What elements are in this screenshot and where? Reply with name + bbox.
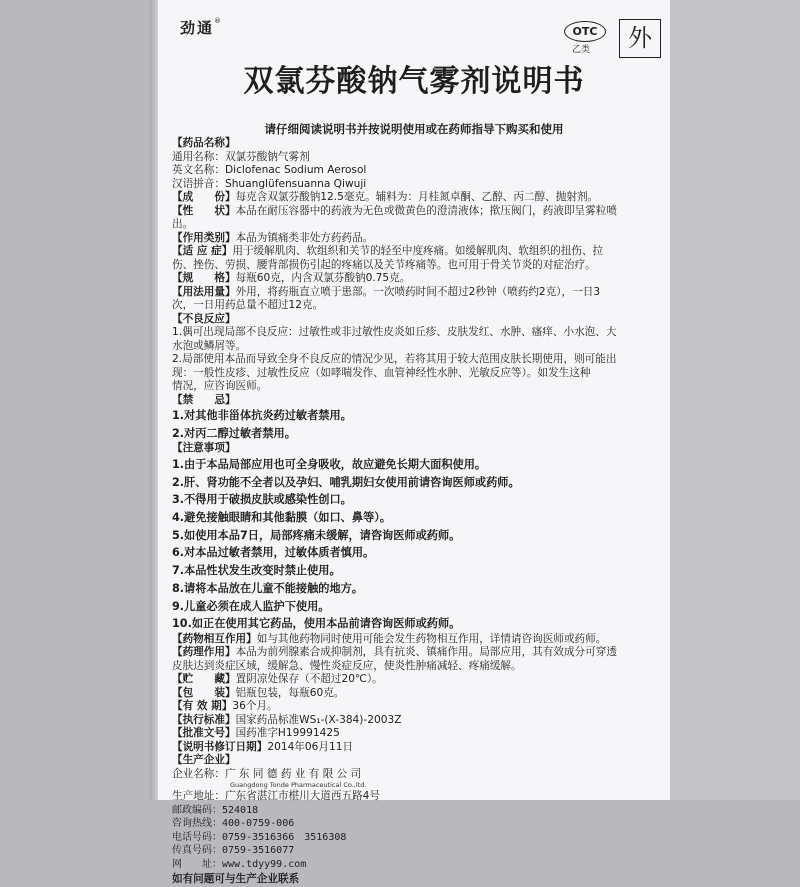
description-row-2: 出。 [172,218,194,230]
footer-note: 如有问题可与生产企业联系 [172,873,300,886]
otc-badge: OTC [564,21,606,42]
instruction-line: 请仔细阅读说明书并按说明使用或在药师指导下购买和使用 [264,122,564,136]
adverse-line: 2.局部使用本品而导致全身不良反应的情况少见，若将其用于较大范围皮肤长期使用，则可能出 [172,353,617,365]
approval-row: 【批准文号】国药准字H19991425 [172,727,340,740]
pinyin-name: 汉语拼音：Shuanglüfensuanna Qiwuji [172,177,367,190]
precaution-item: 10.如正在使用其它药品，使用本品前请咨询医师或药师。 [172,617,461,631]
adverse-line: 情况，应咨询医师。 [172,380,268,392]
fax: 传真号码：0759-3516077 [172,845,295,857]
pharmacology-row-2: 皮肤达到炎症区域，缓解急、慢性炎症反应，使炎性肿痛减轻、疼痛缓解。 [172,659,522,672]
validity-row: 【有 效 期】36个月。 [172,700,278,713]
dosage-row: 【用法用量】外用，将药瓶直立喷于患部。一次喷药时间不超过2秒钟（喷药约2克），一日3 [172,285,601,298]
package-row: 【包 装】铝瓶包装，每瓶60克。 [172,686,345,699]
company-address: 生产地址：广东省湛江市椹川大道西五路4号 [172,790,381,803]
postcode: 邮政编码：524018 [172,804,259,816]
company-name: 企业名称：广 东 同 德 药 业 有 限 公 司 [172,767,362,780]
standard-row: 【执行标准】国家药品标准WS₁-(X-384)-2003Z [172,713,402,726]
english-name: 英文名称：Diclofenac Sodium Aerosol [172,164,367,176]
adverse-line: 水泡或鳞屑等。 [172,339,247,352]
contraindication-item: 2.对丙二醇过敏者禁用。 [172,426,296,440]
adverse-line: 现：一般性皮疹、过敏性反应（如哮喘发作、血管神经性水肿、光敏反应等）。如发生这种 [172,366,591,379]
common-name: 通用名称：双氯芬酸钠气雾剂 [172,150,310,163]
specification-row: 【规 格】每瓶60克，内含双氯芬酸钠0.75克。 [172,272,411,284]
contraindications-header: 【禁 忌】 [172,393,236,406]
precaution-item: 5.如使用本品7日，局部疼痛未缓解，请咨询医师或药师。 [172,528,461,542]
page-title: 双氯芬酸钠气雾剂说明书 [243,64,585,99]
company-name-en: Guangdong Tonde Pharmaceutical Co.,ltd. [230,781,367,790]
manufacturer-header: 【生产企业】 [172,754,236,767]
precaution-item: 3.不得用于破损皮肤或感染性创口。 [172,493,352,507]
adverse-line: 1.偶可出现局部不良反应：过敏性或非过敏性皮炎如丘疹、皮肤发红、水肿、瘙痒、小水泡、大 [172,326,617,338]
website: 网 址：www.tdyy99.com [172,858,307,870]
description-row: 【性 状】本品在耐压容器中的药液为无色或微黄色的澄清液体；揿压阀门，药液即呈雾粒喷 [172,204,617,217]
phone: 电话号码：0759-3516366 3516308 [172,831,347,843]
revision-row: 【说明书修订日期】2014年06月11日 [172,740,354,753]
external-use-badge: 外 [619,19,661,58]
pharmacology-row: 【药理作用】本品为前列腺素合成抑制剂，具有抗炎、镇痛作用。局部应用，其有效成分可穿透 [172,646,617,659]
category-row: 【作用类别】本品为镇痛类非处方药药品。 [172,231,374,244]
leaflet-body [172,137,664,887]
precaution-item: 2.肝、肾功能不全者以及孕妇、哺乳期妇女使用前请咨询医师或药师。 [172,475,520,489]
dosage-row-2: 次，一日用药总量不超过12克。 [172,299,324,311]
contraindication-item: 1.对其他非甾体抗炎药过敏者禁用。 [172,409,352,422]
precautions-header: 【注意事项】 [172,442,236,455]
precaution-item: 6.对本品过敏者禁用，过敏体质者慎用。 [172,546,375,560]
precaution-item: 4.避免接触眼睛和其他黏膜（如口、鼻等）。 [172,511,391,525]
paper-shadow [150,0,158,800]
storage-row: 【贮 藏】置阴凉处保存（不超过20℃）。 [172,673,383,686]
drug-name-header: 【药品名称】 [172,137,236,149]
interactions-row: 【药物相互作用】如与其他药物同时使用可能会发生药物相互作用，详情请咨询医师或药师。 [172,632,607,645]
background-right [670,0,800,800]
precaution-item: 1.由于本品局部应用也可全身吸收，故应避免长期大面积使用。 [172,457,487,471]
adverse-header: 【不良反应】 [172,312,236,325]
precaution-item: 7.本品性状发生改变时禁止使用。 [172,564,341,578]
hotline: 咨询热线：400-0759-006 [172,818,295,830]
precaution-item: 8.请将本品放在儿童不能接触的地方。 [172,581,364,595]
indications-row: 【适 应 症】用于缓解肌肉、软组织和关节的轻至中度疼痛。如缓解肌肉、软组织的扭伤、拉 [172,245,604,257]
ingredients-row: 【成 份】每克含双氯芬酸钠12.5毫克。辅料为：月桂氮卓酮、乙醇、丙二醇、抛射剂。 [172,191,599,203]
brand-logo: 劲通® [180,17,224,37]
otc-class: 乙类 [572,45,591,55]
indications-row-2: 伤、挫伤、劳损、腰背部损伤引起的疼痛以及关节疼痛等。也可用于骨关节炎的对症治疗。 [172,258,596,271]
precaution-item: 9.儿童必须在成人监护下使用。 [172,599,330,613]
leaflet [158,0,670,886]
